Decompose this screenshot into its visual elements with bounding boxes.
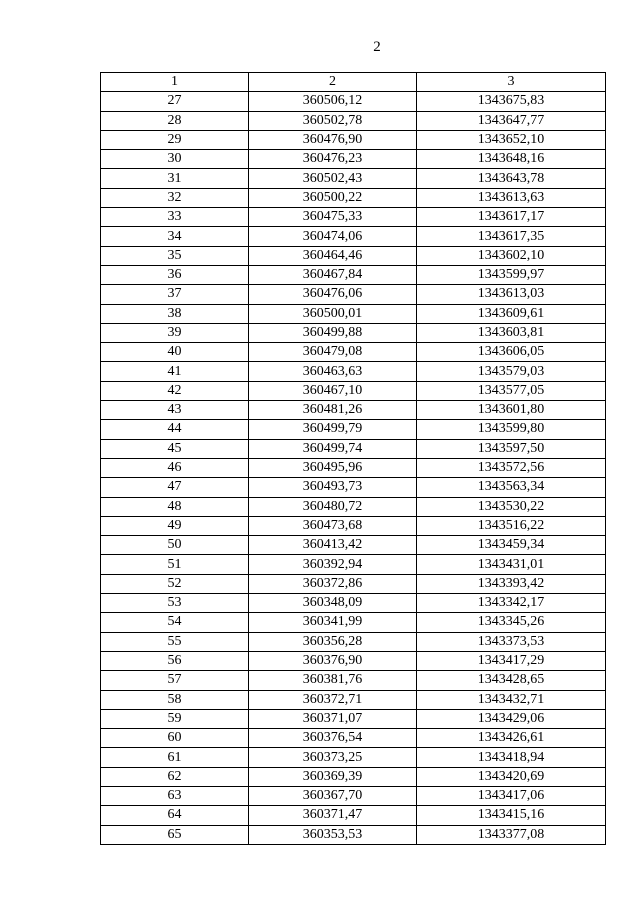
- table-row: [101, 671, 606, 690]
- table-row: [101, 285, 606, 304]
- point-number-cell: 55: [101, 632, 249, 651]
- x-coordinate-cell: 360376,90: [249, 651, 417, 670]
- table-row: [101, 555, 606, 574]
- x-coordinate-cell: 360463,63: [249, 362, 417, 381]
- x-coordinate-cell: 360372,86: [249, 574, 417, 593]
- x-coordinate-cell: 360381,76: [249, 671, 417, 690]
- y-coordinate-cell: 1343420,69: [417, 767, 606, 786]
- point-number-cell: 38: [101, 304, 249, 323]
- y-coordinate-cell: 1343530,22: [417, 497, 606, 516]
- point-number-cell: 63: [101, 786, 249, 805]
- y-coordinate-cell: 1343602,10: [417, 246, 606, 265]
- table-row: [101, 188, 606, 207]
- x-coordinate-cell: 360499,74: [249, 439, 417, 458]
- table-row: [101, 825, 606, 844]
- point-number-cell: 60: [101, 729, 249, 748]
- x-coordinate-cell: 360502,43: [249, 169, 417, 188]
- point-number-cell: 47: [101, 478, 249, 497]
- x-coordinate-cell: 360348,09: [249, 594, 417, 613]
- y-coordinate-cell: 1343572,56: [417, 458, 606, 477]
- x-coordinate-cell: 360475,33: [249, 208, 417, 227]
- column-header-1: 1: [101, 73, 249, 92]
- table-row: [101, 111, 606, 130]
- table-row: [101, 439, 606, 458]
- y-coordinate-cell: 1343609,61: [417, 304, 606, 323]
- table-row: [101, 381, 606, 400]
- point-number-cell: 64: [101, 806, 249, 825]
- point-number-cell: 34: [101, 227, 249, 246]
- y-coordinate-cell: 1343643,78: [417, 169, 606, 188]
- point-number-cell: 32: [101, 188, 249, 207]
- x-coordinate-cell: 360369,39: [249, 767, 417, 786]
- y-coordinate-cell: 1343617,35: [417, 227, 606, 246]
- y-coordinate-cell: 1343599,97: [417, 265, 606, 284]
- y-coordinate-cell: 1343603,81: [417, 323, 606, 342]
- y-coordinate-cell: 1343648,16: [417, 150, 606, 169]
- x-coordinate-cell: 360467,84: [249, 265, 417, 284]
- y-coordinate-cell: 1343432,71: [417, 690, 606, 709]
- point-number-cell: 37: [101, 285, 249, 304]
- x-coordinate-cell: 360476,23: [249, 150, 417, 169]
- point-number-cell: 31: [101, 169, 249, 188]
- table-header: [101, 73, 606, 92]
- y-coordinate-cell: 1343345,26: [417, 613, 606, 632]
- header-row: [101, 73, 606, 92]
- y-coordinate-cell: 1343428,65: [417, 671, 606, 690]
- x-coordinate-cell: 360353,53: [249, 825, 417, 844]
- table-body: [101, 92, 606, 845]
- x-coordinate-cell: 360341,99: [249, 613, 417, 632]
- coordinates-table: [100, 72, 606, 845]
- table-row: [101, 594, 606, 613]
- point-number-cell: 30: [101, 150, 249, 169]
- y-coordinate-cell: 1343417,06: [417, 786, 606, 805]
- table-row: [101, 362, 606, 381]
- table-row: [101, 150, 606, 169]
- y-coordinate-cell: 1343429,06: [417, 709, 606, 728]
- point-number-cell: 65: [101, 825, 249, 844]
- x-coordinate-cell: 360473,68: [249, 516, 417, 535]
- x-coordinate-cell: 360500,22: [249, 188, 417, 207]
- x-coordinate-cell: 360413,42: [249, 536, 417, 555]
- y-coordinate-cell: 1343377,08: [417, 825, 606, 844]
- x-coordinate-cell: 360392,94: [249, 555, 417, 574]
- table-row: [101, 748, 606, 767]
- y-coordinate-cell: 1343431,01: [417, 555, 606, 574]
- x-coordinate-cell: 360506,12: [249, 92, 417, 111]
- table-row: [101, 458, 606, 477]
- point-number-cell: 41: [101, 362, 249, 381]
- y-coordinate-cell: 1343426,61: [417, 729, 606, 748]
- x-coordinate-cell: 360356,28: [249, 632, 417, 651]
- table-row: [101, 806, 606, 825]
- point-number-cell: 54: [101, 613, 249, 632]
- y-coordinate-cell: 1343606,05: [417, 343, 606, 362]
- point-number-cell: 50: [101, 536, 249, 555]
- point-number-cell: 51: [101, 555, 249, 574]
- table-row: [101, 767, 606, 786]
- table-row: [101, 343, 606, 362]
- y-coordinate-cell: 1343597,50: [417, 439, 606, 458]
- table-row: [101, 613, 606, 632]
- point-number-cell: 58: [101, 690, 249, 709]
- point-number-cell: 43: [101, 401, 249, 420]
- table-row: [101, 709, 606, 728]
- x-coordinate-cell: 360502,78: [249, 111, 417, 130]
- point-number-cell: 59: [101, 709, 249, 728]
- y-coordinate-cell: 1343393,42: [417, 574, 606, 593]
- point-number-cell: 46: [101, 458, 249, 477]
- point-number-cell: 27: [101, 92, 249, 111]
- table-row: [101, 401, 606, 420]
- table-row: [101, 690, 606, 709]
- y-coordinate-cell: 1343601,80: [417, 401, 606, 420]
- y-coordinate-cell: 1343563,34: [417, 478, 606, 497]
- x-coordinate-cell: 360495,96: [249, 458, 417, 477]
- x-coordinate-cell: 360367,70: [249, 786, 417, 805]
- x-coordinate-cell: 360499,79: [249, 420, 417, 439]
- x-coordinate-cell: 360481,26: [249, 401, 417, 420]
- y-coordinate-cell: 1343599,80: [417, 420, 606, 439]
- y-coordinate-cell: 1343418,94: [417, 748, 606, 767]
- point-number-cell: 40: [101, 343, 249, 362]
- column-header-3: 3: [417, 73, 606, 92]
- y-coordinate-cell: 1343652,10: [417, 130, 606, 149]
- point-number-cell: 29: [101, 130, 249, 149]
- table-row: [101, 420, 606, 439]
- y-coordinate-cell: 1343617,17: [417, 208, 606, 227]
- y-coordinate-cell: 1343613,63: [417, 188, 606, 207]
- column-header-2: 2: [249, 73, 417, 92]
- x-coordinate-cell: 360493,73: [249, 478, 417, 497]
- x-coordinate-cell: 360499,88: [249, 323, 417, 342]
- point-number-cell: 44: [101, 420, 249, 439]
- table-row: [101, 323, 606, 342]
- y-coordinate-cell: 1343342,17: [417, 594, 606, 613]
- x-coordinate-cell: 360474,06: [249, 227, 417, 246]
- table-row: [101, 651, 606, 670]
- table-row: [101, 92, 606, 111]
- table-row: [101, 208, 606, 227]
- table-row: [101, 536, 606, 555]
- x-coordinate-cell: 360373,25: [249, 748, 417, 767]
- point-number-cell: 62: [101, 767, 249, 786]
- y-coordinate-cell: 1343613,03: [417, 285, 606, 304]
- table-row: [101, 497, 606, 516]
- table-row: [101, 516, 606, 535]
- point-number-cell: 33: [101, 208, 249, 227]
- x-coordinate-cell: 360376,54: [249, 729, 417, 748]
- x-coordinate-cell: 360464,46: [249, 246, 417, 265]
- point-number-cell: 39: [101, 323, 249, 342]
- y-coordinate-cell: 1343516,22: [417, 516, 606, 535]
- point-number-cell: 35: [101, 246, 249, 265]
- point-number-cell: 36: [101, 265, 249, 284]
- x-coordinate-cell: 360480,72: [249, 497, 417, 516]
- y-coordinate-cell: 1343675,83: [417, 92, 606, 111]
- table-row: [101, 632, 606, 651]
- x-coordinate-cell: 360467,10: [249, 381, 417, 400]
- x-coordinate-cell: 360372,71: [249, 690, 417, 709]
- point-number-cell: 28: [101, 111, 249, 130]
- table-row: [101, 729, 606, 748]
- x-coordinate-cell: 360476,06: [249, 285, 417, 304]
- page-number: 2: [373, 39, 381, 55]
- y-coordinate-cell: 1343415,16: [417, 806, 606, 825]
- table-row: [101, 265, 606, 284]
- table-row: [101, 478, 606, 497]
- point-number-cell: 56: [101, 651, 249, 670]
- y-coordinate-cell: 1343647,77: [417, 111, 606, 130]
- table-row: [101, 304, 606, 323]
- y-coordinate-cell: 1343373,53: [417, 632, 606, 651]
- point-number-cell: 49: [101, 516, 249, 535]
- table-row: [101, 786, 606, 805]
- y-coordinate-cell: 1343417,29: [417, 651, 606, 670]
- table-row: [101, 246, 606, 265]
- y-coordinate-cell: 1343459,34: [417, 536, 606, 555]
- table-row: [101, 169, 606, 188]
- y-coordinate-cell: 1343577,05: [417, 381, 606, 400]
- point-number-cell: 57: [101, 671, 249, 690]
- point-number-cell: 45: [101, 439, 249, 458]
- x-coordinate-cell: 360500,01: [249, 304, 417, 323]
- y-coordinate-cell: 1343579,03: [417, 362, 606, 381]
- point-number-cell: 53: [101, 594, 249, 613]
- table-row: [101, 574, 606, 593]
- point-number-cell: 52: [101, 574, 249, 593]
- x-coordinate-cell: 360476,90: [249, 130, 417, 149]
- x-coordinate-cell: 360479,08: [249, 343, 417, 362]
- point-number-cell: 61: [101, 748, 249, 767]
- table-row: [101, 130, 606, 149]
- table-row: [101, 227, 606, 246]
- point-number-cell: 48: [101, 497, 249, 516]
- x-coordinate-cell: 360371,47: [249, 806, 417, 825]
- point-number-cell: 42: [101, 381, 249, 400]
- x-coordinate-cell: 360371,07: [249, 709, 417, 728]
